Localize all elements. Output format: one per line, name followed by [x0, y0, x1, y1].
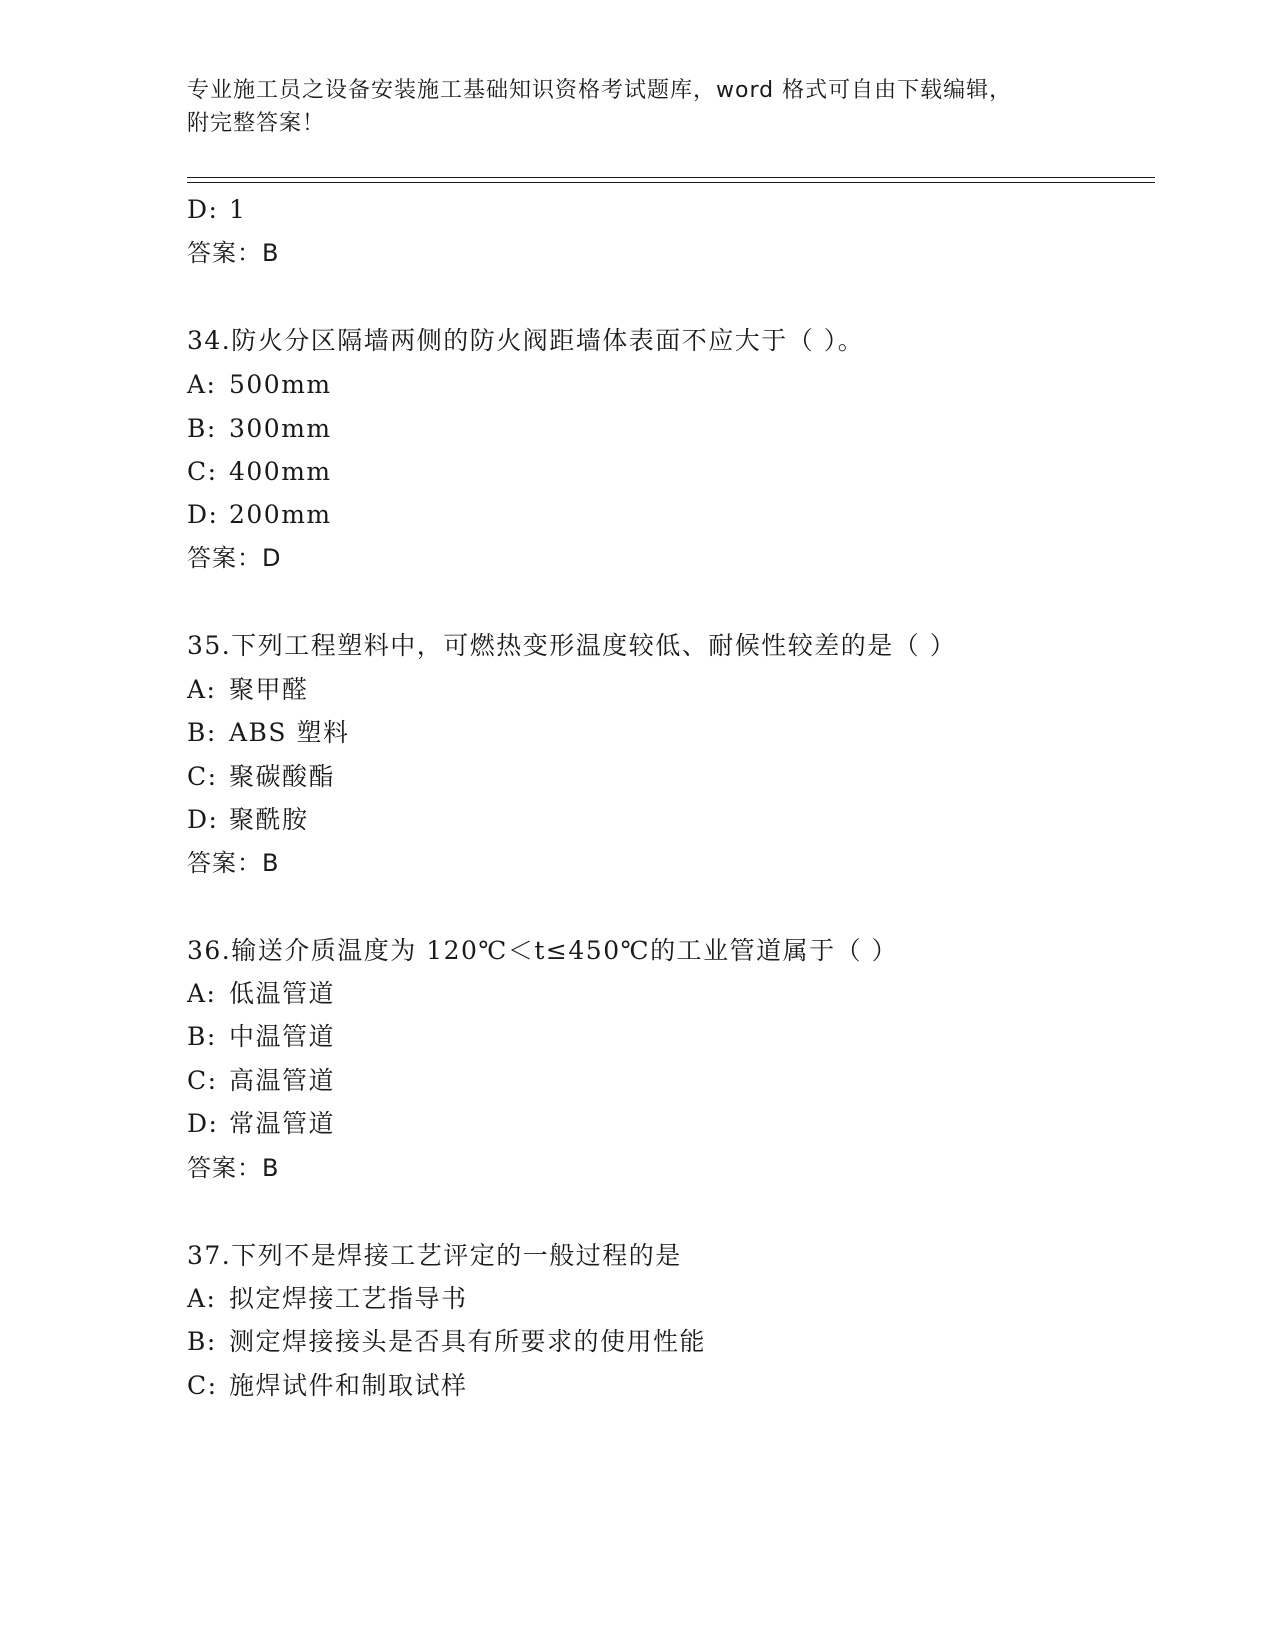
option-letter: A:: [187, 979, 217, 1008]
question-35-option-c: [187, 762, 335, 792]
option-text: 高温管道: [229, 1066, 336, 1095]
header-divider-bottom: [187, 182, 1155, 183]
option-letter: B:: [187, 718, 217, 747]
question-35-stem: 35.下列工程塑料中，可燃热变形温度较低、耐候性较差的是（ ）: [187, 631, 957, 660]
option-text: 低温管道: [229, 979, 336, 1008]
question-35-answer: 答案：B: [187, 849, 280, 877]
option-letter: B:: [187, 1022, 217, 1051]
option-letter: C:: [187, 762, 218, 791]
option-letter: A:: [187, 675, 217, 704]
question-36-option-d: [187, 1109, 335, 1139]
option-letter: D:: [187, 805, 219, 834]
option-text: 聚碳酸酯: [229, 762, 336, 791]
option-letter: C:: [187, 1371, 218, 1400]
option-text: 500mm: [229, 370, 332, 399]
header-divider-top: [187, 177, 1155, 178]
question-34-option-b: [187, 414, 332, 444]
option-text: 中温管道: [229, 1022, 336, 1051]
question-37-option-b: [187, 1327, 706, 1357]
question-37-option-c: [187, 1371, 468, 1401]
option-letter: C:: [187, 1066, 218, 1095]
question-35-option-a: [187, 675, 309, 705]
option-text: ABS 塑料: [229, 718, 350, 747]
question-34-option-c: [187, 457, 332, 487]
option-letter: D:: [187, 195, 219, 224]
question-34-stem: 34.防火分区隔墙两侧的防火阀距墙体表面不应大于（ ）。: [187, 326, 865, 355]
option-letter: D:: [187, 500, 219, 529]
option-text: 聚甲醛: [229, 675, 309, 704]
option-letter: D:: [187, 1109, 219, 1138]
option-text: 300mm: [229, 414, 332, 443]
option-letter: A:: [187, 370, 217, 399]
question-36-answer: 答案：B: [187, 1154, 280, 1182]
header-line-2: 附完整答案！: [187, 111, 326, 136]
question-35-option-b: [187, 718, 350, 748]
question-36-option-a: [187, 979, 335, 1009]
header-line-1: 专业施工员之设备安装施工基础知识资格考试题库，word 格式可自由下载编辑，: [187, 78, 1013, 103]
option-letter: A:: [187, 1284, 217, 1313]
question-34-option-d: [187, 500, 332, 530]
document-header: [187, 74, 1067, 140]
question-36-option-c: [187, 1066, 335, 1096]
option-text: 拟定焊接工艺指导书: [229, 1284, 468, 1313]
option-text: 测定焊接接头是否具有所要求的使用性能: [229, 1327, 707, 1356]
question-37-stem: 37.下列不是焊接工艺评定的一般过程的是: [187, 1241, 682, 1270]
option-text: 200mm: [229, 500, 332, 529]
question-34-answer: 答案：D: [187, 544, 282, 572]
question-37-option-a: [187, 1284, 468, 1314]
option-letter: C:: [187, 457, 218, 486]
option-text: 400mm: [229, 457, 332, 486]
prev-option-d: [187, 195, 246, 225]
question-36-option-b: [187, 1022, 335, 1052]
option-letter: B:: [187, 1327, 217, 1356]
option-text: 1: [229, 195, 247, 224]
prev-answer: 答案：B: [187, 239, 280, 267]
question-35-option-d: [187, 805, 309, 835]
option-text: 常温管道: [229, 1109, 336, 1138]
option-text: 施焊试件和制取试样: [229, 1371, 468, 1400]
question-36-stem: 36.输送介质温度为 120℃＜t≤450℃的工业管道属于（ ）: [187, 936, 899, 965]
question-34-option-a: [187, 370, 332, 400]
option-letter: B:: [187, 414, 217, 443]
option-text: 聚酰胺: [229, 805, 309, 834]
